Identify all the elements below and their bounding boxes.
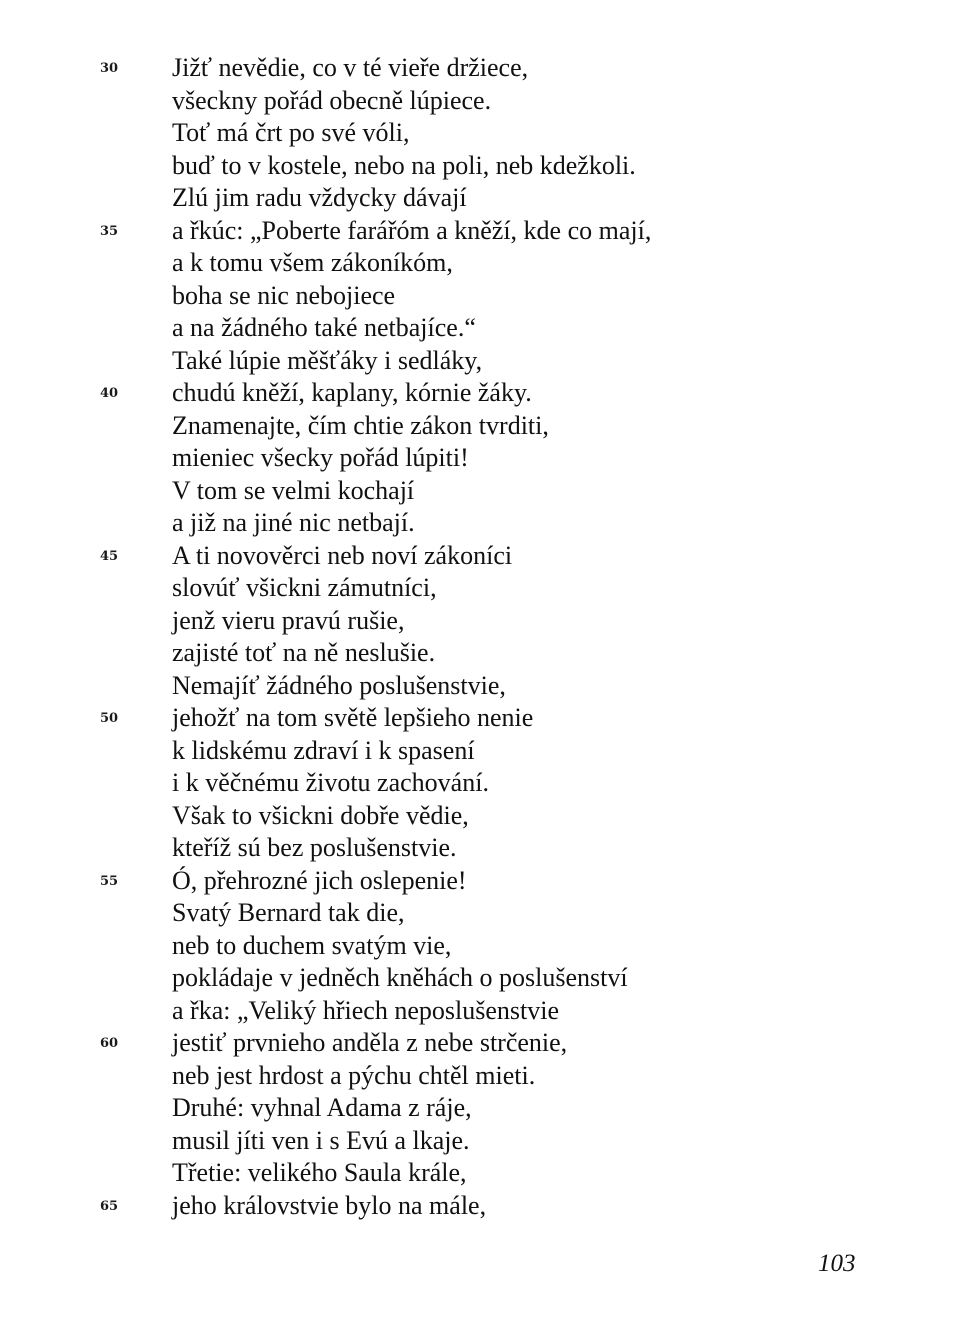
poem-line — [0, 735, 960, 768]
line-text: jeho královstvie bylo na mále, — [172, 1190, 487, 1220]
poem-line — [0, 410, 960, 443]
poem-line — [0, 280, 960, 313]
line-text: neb to duchem svatým vie, — [172, 930, 452, 960]
poem-line — [0, 605, 960, 638]
line-text: kteříž sú bez poslušenstvie. — [172, 833, 457, 862]
line-text: jenž vieru pravú rušie, — [172, 605, 405, 635]
poem-line — [0, 995, 960, 1028]
poem-line — [0, 117, 960, 150]
poem-line — [0, 572, 960, 605]
line-text: boha se nic nebojiece — [172, 280, 396, 310]
line-text: k lidskému zdraví i k spasení — [172, 735, 475, 765]
line-text: neb jest hrdost a pýchu chtěl mieti. — [172, 1060, 536, 1090]
line-text: zajisté toť na ně neslušie. — [172, 638, 436, 667]
line-number: 55 — [100, 873, 119, 889]
line-text: jehožť na tom světě lepšieho nenie — [172, 703, 534, 732]
line-text: V tom se velmi kochají — [172, 475, 415, 505]
poem-line — [0, 540, 960, 573]
line-text: buď to v kostele, nebo na poli, neb kdežkoli. — [172, 150, 636, 180]
line-text: i k věčnému životu zachování. — [172, 768, 489, 797]
line-text: musil jíti ven i s Evú a lkaje. — [172, 1125, 470, 1155]
line-text: Toť má črt po své vóli, — [172, 118, 410, 147]
line-number: 35 — [100, 223, 119, 239]
line-text: a na žádného také netbajíce.“ — [172, 313, 476, 342]
line-number: 40 — [100, 386, 119, 401]
line-text: všeckny pořád obecně lúpiece. — [172, 85, 492, 115]
line-number: 60 — [100, 1036, 119, 1051]
poem-line — [0, 475, 960, 508]
poem-line — [0, 832, 960, 865]
poem-line — [0, 702, 960, 735]
line-text: slovúť všickni zámutníci, — [172, 573, 437, 602]
poem-line — [0, 962, 960, 995]
line-text: Ó, přehrozné jich oslepenie! — [172, 865, 467, 895]
poem-line — [0, 930, 960, 963]
line-text: chudú kněží, kaplany, kórnie žáky. — [172, 378, 532, 407]
poem-line — [0, 1125, 960, 1158]
poem-line — [0, 1060, 960, 1093]
line-text: Také lúpie měšťáky i sedláky, — [172, 345, 483, 375]
line-number: 50 — [100, 711, 119, 726]
poem-line — [0, 637, 960, 670]
poem-line — [0, 52, 960, 85]
poem-line — [0, 865, 960, 898]
line-text: a k tomu všem zákoníkóm, — [172, 248, 453, 277]
line-text: Však to všickni dobře vědie, — [172, 800, 469, 830]
line-text: jestiť prvnieho anděla z nebe strčenie, — [172, 1028, 568, 1057]
poem-line — [0, 1157, 960, 1190]
line-text: a řkúc: „Poberte farářóm a kněží, kde co mají, — [172, 215, 652, 245]
line-text: a již na jiné nic netbají. — [172, 508, 415, 537]
poem-line — [0, 150, 960, 183]
line-text: A ti novověrci neb noví zákoníci — [172, 540, 513, 570]
line-text: Zlú jim radu vždycky dávají — [172, 183, 467, 212]
poem-line — [0, 182, 960, 215]
line-text: a řka: „Veliký hřiech neposlušenstvie — [172, 995, 559, 1025]
poem-line — [0, 1027, 960, 1060]
poem-line — [0, 897, 960, 930]
line-text: Třetie: velikého Saula krále, — [172, 1158, 467, 1187]
poem-line — [0, 1190, 960, 1223]
line-number: 30 — [100, 61, 119, 76]
poem-line — [0, 442, 960, 475]
line-text: Nemajíť žádného poslušenstvie, — [172, 670, 506, 700]
poem-line — [0, 1092, 960, 1125]
poem-line — [0, 507, 960, 540]
line-number: 45 — [100, 548, 119, 564]
page-number: 103 — [818, 1250, 856, 1277]
line-text: Znamenajte, čím chtie zákon tvrditi, — [172, 410, 549, 440]
poem-line — [0, 670, 960, 703]
line-text: Jižť nevědie, co v té vieře držiece, — [172, 53, 529, 82]
line-text: pokládaje v jedněch kněhách o poslušenství — [172, 963, 628, 992]
line-text: mieniec všecky pořád lúpiti! — [172, 443, 469, 472]
line-text: Svatý Bernard tak die, — [172, 898, 405, 927]
poem-line — [0, 215, 960, 248]
line-text: Druhé: vyhnal Adama z ráje, — [172, 1093, 472, 1122]
poem-line — [0, 345, 960, 378]
line-number: 65 — [100, 1198, 119, 1214]
poem-line — [0, 800, 960, 833]
poem-line — [0, 247, 960, 280]
poem-line — [0, 377, 960, 410]
poem-line — [0, 767, 960, 800]
poem-text — [0, 52, 960, 1222]
poem-line — [0, 312, 960, 345]
poem-line — [0, 85, 960, 118]
